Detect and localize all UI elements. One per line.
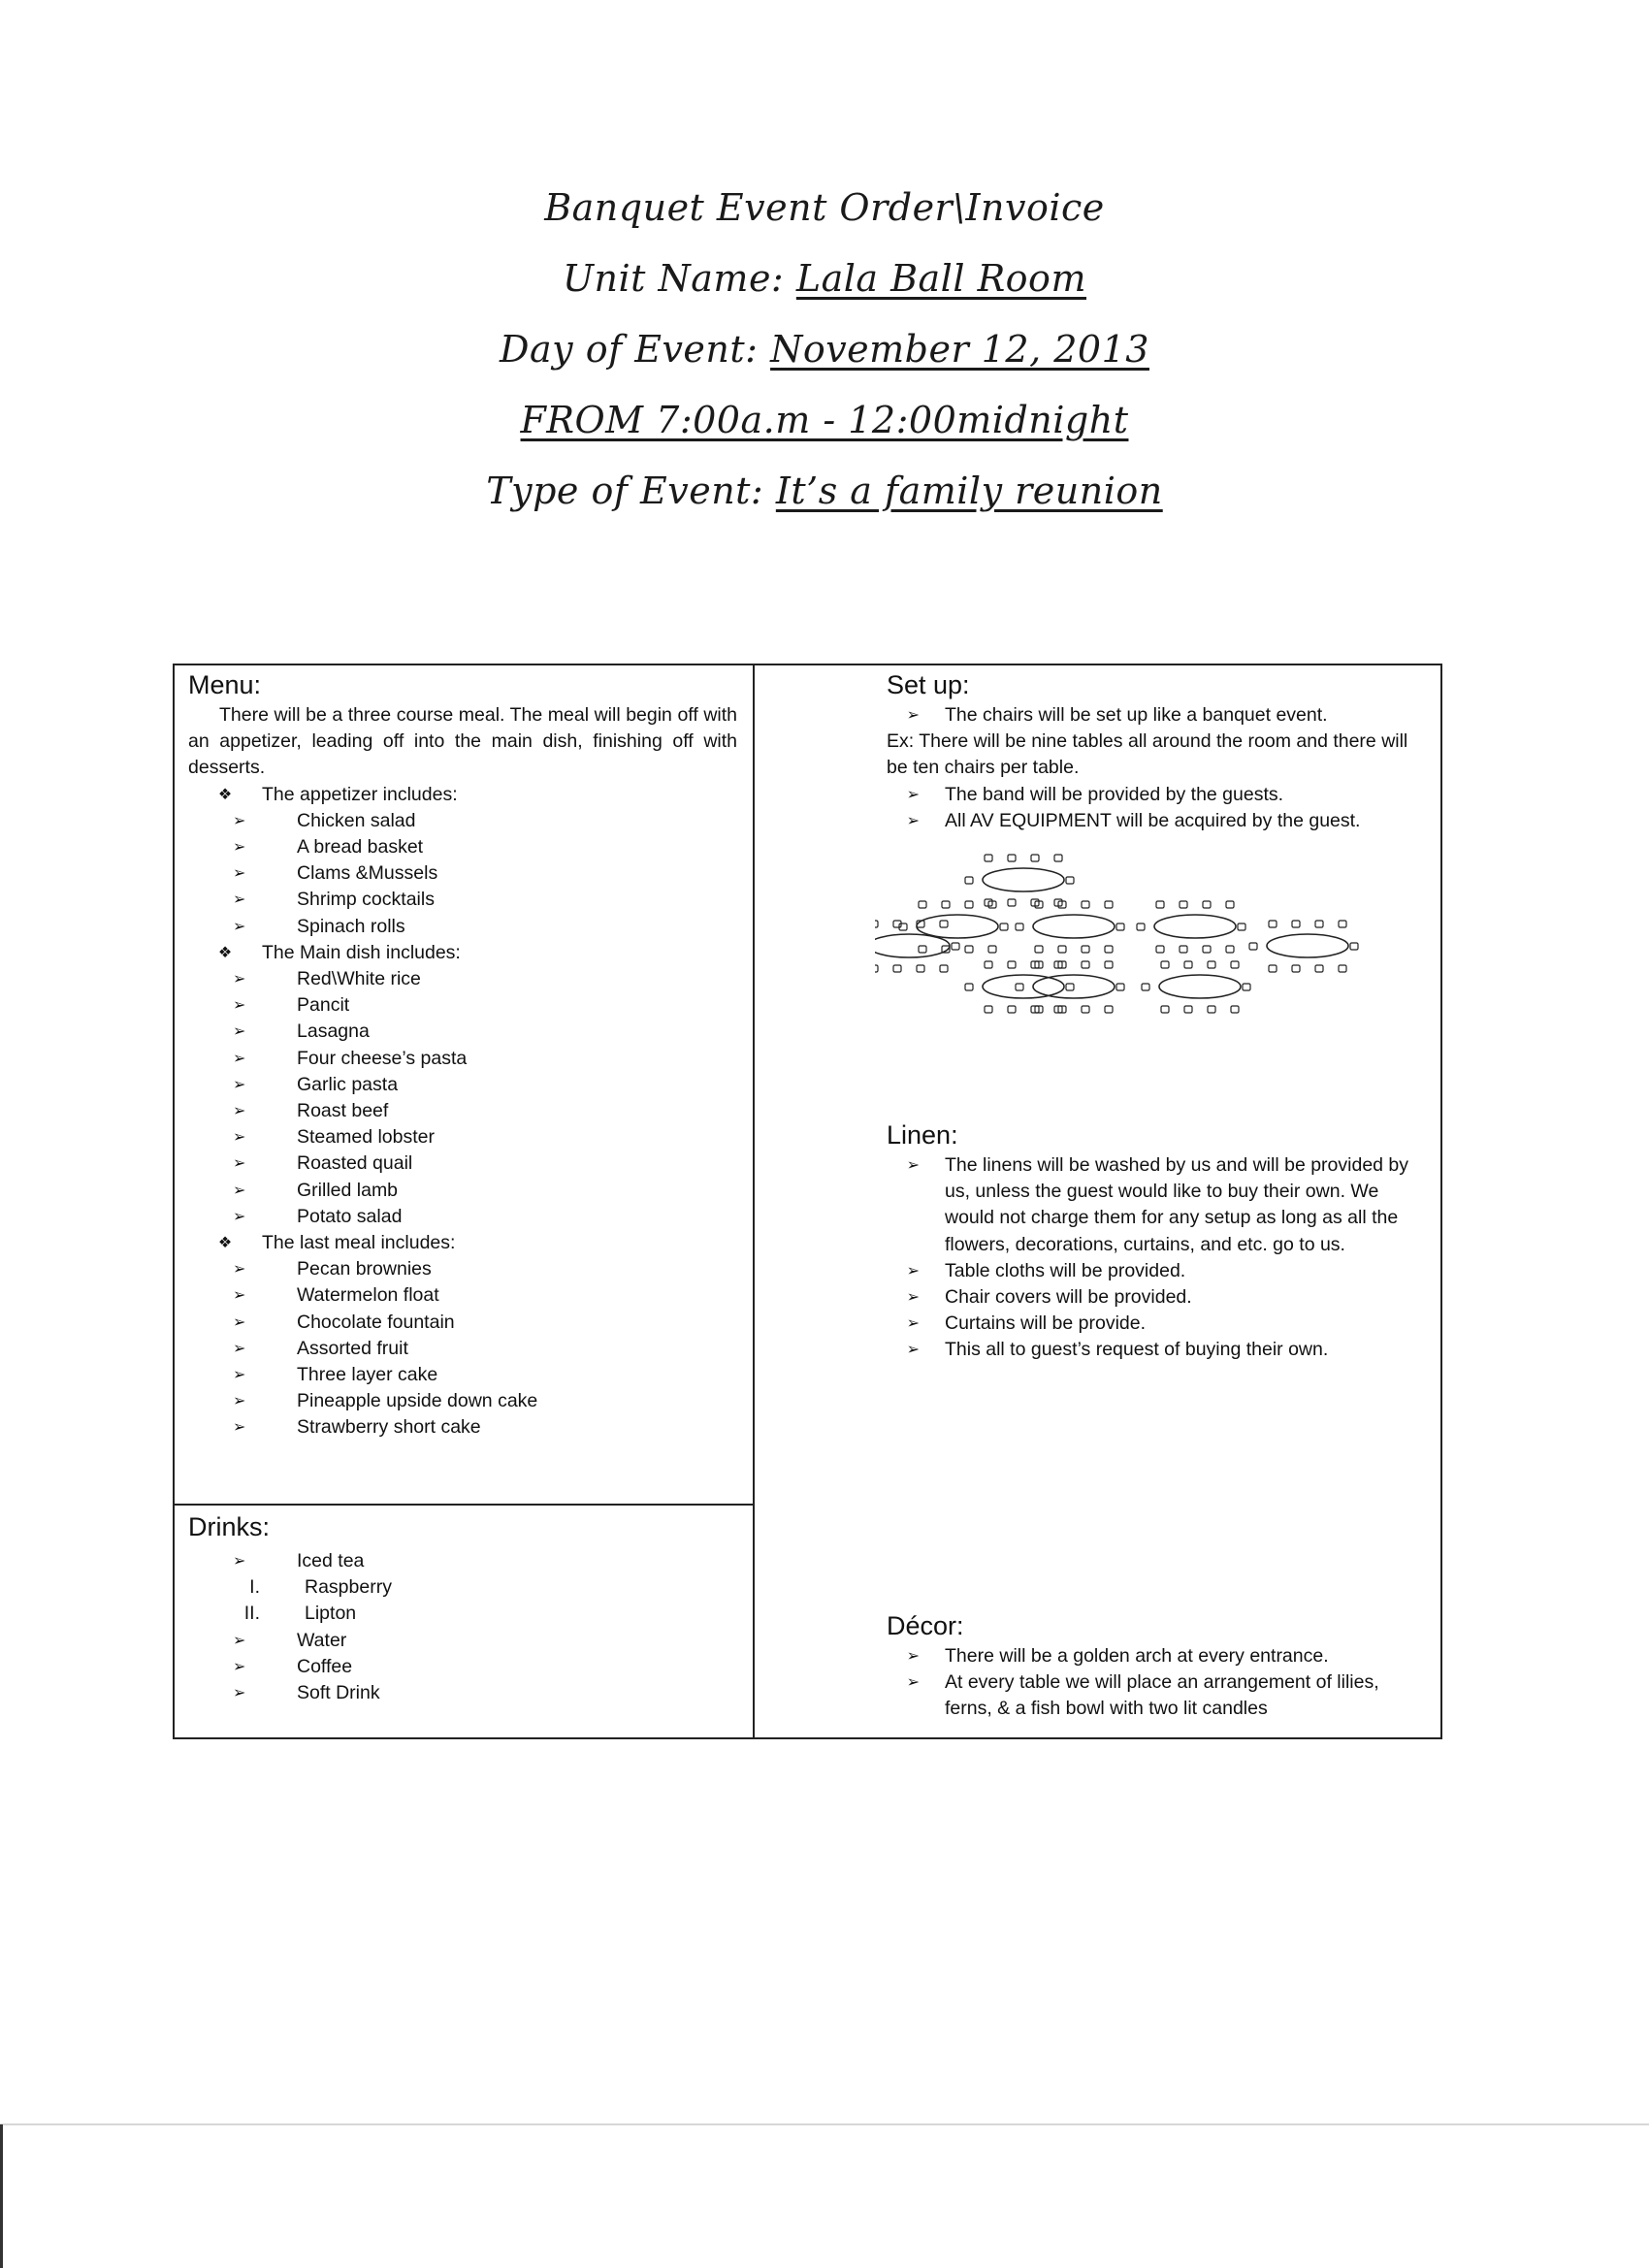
menu-item: Steamed lobster: [297, 1126, 435, 1149]
chair-icon: [1031, 855, 1039, 861]
chair-icon: [893, 965, 901, 972]
arrow-bullet-icon: ➢: [233, 1182, 246, 1199]
setup-section: [887, 667, 1428, 834]
chair-icon: [1226, 946, 1234, 953]
chair-icon: [1184, 961, 1192, 968]
arrow-bullet-icon: ➢: [906, 1342, 920, 1359]
list-item: [894, 808, 1428, 834]
chair-icon: [1000, 923, 1008, 930]
list-item: [188, 1019, 737, 1045]
list-item: [188, 1204, 737, 1230]
chair-icon: [1058, 946, 1066, 953]
chair-icon: [1008, 899, 1016, 906]
list-item: [894, 1258, 1428, 1284]
banquet-table: [1249, 921, 1358, 972]
chair-icon: [1156, 946, 1164, 953]
chair-icon: [1208, 961, 1215, 968]
chair-icon: [1116, 984, 1124, 990]
list-item: [188, 914, 737, 940]
chair-icon: [965, 946, 973, 953]
chair-icon: [1315, 965, 1323, 972]
arrow-bullet-icon: ➢: [233, 1208, 246, 1225]
arrow-bullet-icon: ➢: [233, 918, 246, 935]
list-item: [188, 887, 737, 913]
table-icon: [983, 868, 1064, 891]
chair-icon: [965, 901, 973, 908]
menu-item: Pancit: [297, 994, 350, 1017]
roman-numeral: II.: [243, 1603, 260, 1625]
chair-icon: [1203, 946, 1211, 953]
chair-icon: [1156, 901, 1164, 908]
menu-item: Four cheese’s pasta: [297, 1047, 468, 1069]
banquet-table: [899, 901, 1008, 953]
chair-icon: [919, 946, 926, 953]
list-item: [894, 1152, 1428, 1258]
setup-bullet: The chairs will be set up like a banquet event.: [945, 704, 1328, 726]
menu-item: Shrimp cocktails: [297, 889, 435, 911]
chair-icon: [988, 946, 996, 953]
chair-icon: [985, 855, 992, 861]
menu-item: Clams &Mussels: [297, 862, 438, 885]
chair-icon: [1105, 946, 1113, 953]
chair-icon: [1203, 901, 1211, 908]
chair-icon: [1161, 961, 1169, 968]
arrow-bullet-icon: ➢: [233, 839, 246, 857]
chair-icon: [1249, 943, 1257, 950]
column-divider: [753, 665, 755, 1737]
tea-option: Lipton: [305, 1603, 357, 1625]
list-item: [894, 782, 1428, 808]
type-of-event-label: Type of Event:: [486, 470, 764, 512]
setup-bullet: The band will be provided by the guests.: [945, 783, 1284, 805]
table-icon: [1033, 915, 1115, 938]
event-time: FROM 7:00a.m - 12:00midnight: [520, 399, 1129, 441]
arrow-bullet-icon: ➢: [906, 1157, 920, 1174]
arrow-bullet-icon: ➢: [906, 812, 920, 829]
menu-item: Red\White rice: [297, 968, 421, 990]
chair-icon: [952, 943, 959, 950]
drink-item: Iced tea: [297, 1550, 365, 1571]
decor-title: Décor:: [887, 1611, 964, 1640]
list-item: [188, 1150, 737, 1177]
chair-icon: [1208, 1006, 1215, 1013]
arrow-bullet-icon: ➢: [233, 1076, 246, 1093]
arrow-bullet-icon: ➢: [906, 1648, 920, 1665]
day-of-event-line: [0, 314, 1649, 385]
arrow-bullet-icon: ➢: [233, 1658, 246, 1675]
arrow-bullet-icon: ➢: [906, 1674, 920, 1692]
list-item: [894, 1669, 1428, 1722]
arrow-bullet-icon: ➢: [233, 812, 246, 829]
decor-items: [894, 1643, 1428, 1723]
arrow-bullet-icon: ➢: [233, 1023, 246, 1041]
chair-icon: [965, 877, 973, 884]
chair-icon: [965, 984, 973, 990]
list-item: [188, 1414, 737, 1441]
menu-title: Menu:: [188, 670, 262, 699]
list-item: [188, 1680, 737, 1706]
arrow-bullet-icon: ➢: [233, 1340, 246, 1357]
arrow-bullet-icon: ➢: [233, 1155, 246, 1173]
chair-icon: [1238, 923, 1245, 930]
menu-item: Potato salad: [297, 1205, 403, 1227]
chair-icon: [1105, 961, 1113, 968]
diamond-bullet-icon: ❖: [217, 786, 233, 803]
chair-icon: [1082, 1006, 1089, 1013]
menu-item: Strawberry short cake: [297, 1416, 481, 1439]
banquet-table: [1142, 961, 1250, 1013]
arrow-bullet-icon: ➢: [906, 1289, 920, 1307]
table-icon: [917, 915, 998, 938]
list-item: [188, 1574, 737, 1601]
chair-icon: [1161, 1006, 1169, 1013]
chair-icon: [1180, 901, 1187, 908]
chair-icon: [919, 901, 926, 908]
list-item: [188, 1336, 737, 1362]
drinks-title: Drinks:: [188, 1512, 271, 1541]
chair-icon: [875, 965, 878, 972]
seating-diagram: [875, 840, 1438, 1053]
chair-icon: [1066, 877, 1074, 884]
chair-icon: [1180, 946, 1187, 953]
menu-drinks-divider: [175, 1504, 755, 1506]
chair-icon: [1292, 921, 1300, 927]
arrow-bullet-icon: ➢: [906, 786, 920, 803]
list-item: [188, 808, 737, 834]
setup-example: Ex: There will be nine tables all around the room and there will be ten chairs per table.: [887, 730, 1408, 779]
chair-icon: [1315, 921, 1323, 927]
linen-item: This all to guest’s request of buying their own.: [945, 1339, 1329, 1361]
menu-group-heading: [188, 940, 737, 966]
chair-icon: [875, 921, 878, 927]
arrow-bullet-icon: ➢: [233, 1632, 246, 1649]
menu-item: Roasted quail: [297, 1152, 413, 1175]
diamond-bullet-icon: ❖: [217, 1235, 233, 1252]
decor-section: [887, 1608, 1428, 1723]
chair-icon: [1231, 961, 1239, 968]
chair-icon: [1339, 965, 1346, 972]
arrow-bullet-icon: ➢: [233, 1129, 246, 1147]
roman-numeral: I.: [249, 1576, 260, 1599]
chair-icon: [1105, 1006, 1113, 1013]
menu-item: Chicken salad: [297, 809, 416, 831]
setup-bullet: All AV EQUIPMENT will be acquired by the guest.: [945, 809, 1361, 831]
chair-icon: [1184, 1006, 1192, 1013]
unit-name-label: Unit Name:: [563, 257, 785, 300]
chair-icon: [1016, 923, 1023, 930]
list-item: [188, 1256, 737, 1282]
chair-icon: [940, 965, 948, 972]
arrow-bullet-icon: ➢: [906, 707, 920, 724]
table-icon: [1159, 975, 1241, 998]
chair-icon: [1082, 961, 1089, 968]
menu-item: Pineapple upside down cake: [297, 1390, 538, 1412]
diamond-bullet-icon: ❖: [217, 944, 233, 961]
chair-icon: [1054, 855, 1062, 861]
chair-icon: [940, 921, 948, 927]
menu-group-heading: [188, 1230, 737, 1256]
arrow-bullet-icon: ➢: [233, 1287, 246, 1305]
chair-icon: [985, 961, 992, 968]
list-item: [188, 992, 737, 1019]
chair-icon: [1292, 965, 1300, 972]
banquet-table: [1137, 901, 1245, 953]
linen-item: Chair covers will be provided.: [945, 1286, 1192, 1309]
tea-options: [188, 1574, 737, 1627]
chair-icon: [1142, 984, 1149, 990]
arrow-bullet-icon: ➢: [233, 971, 246, 988]
linen-item: Table cloths will be provided.: [945, 1259, 1186, 1281]
menu-item: Pecan brownies: [297, 1258, 432, 1280]
chair-icon: [1016, 984, 1023, 990]
linen-item: The linens will be washed by us and will be provided by us, unless the guest would like to buy their own. We would not charge them for any setup as long as all the flowers, decorations, curtains, and etc. go to us.: [945, 1154, 1409, 1255]
list-item: [894, 1643, 1428, 1669]
chair-icon: [1008, 855, 1016, 861]
list-item: [188, 1124, 737, 1150]
arrow-bullet-icon: ➢: [233, 1393, 246, 1410]
list-item: [894, 702, 1428, 729]
type-of-event-value: It’s a family reunion: [775, 470, 1163, 512]
arrow-bullet-icon: ➢: [233, 1685, 246, 1702]
chair-icon: [1226, 901, 1234, 908]
arrow-bullet-icon: ➢: [233, 1313, 246, 1331]
arrow-bullet-icon: ➢: [906, 1262, 920, 1280]
menu-item: A bread basket: [297, 836, 424, 859]
setup-title: Set up:: [887, 670, 970, 699]
chair-icon: [1116, 923, 1124, 930]
list-item: [188, 860, 737, 887]
chair-icon: [942, 901, 950, 908]
list-item: [188, 1046, 737, 1072]
setup-bullets: [894, 782, 1428, 834]
list-item: [188, 1098, 737, 1124]
menu-section: [188, 667, 737, 1442]
arrow-bullet-icon: ➢: [233, 1367, 246, 1384]
day-of-event-value: November 12, 2013: [770, 328, 1149, 371]
scan-artifact-edge: [0, 2124, 3, 2268]
menu-group-heading: [188, 782, 737, 808]
chair-icon: [1066, 984, 1074, 990]
chair-icon: [1243, 984, 1250, 990]
chair-icon: [1008, 1006, 1016, 1013]
list-item: [188, 1548, 737, 1574]
arrow-bullet-icon: ➢: [233, 1103, 246, 1120]
linen-items: [894, 1152, 1428, 1364]
header: [0, 173, 1649, 527]
list-item: [188, 1282, 737, 1309]
menu-item: Garlic pasta: [297, 1073, 399, 1095]
chair-icon: [1137, 923, 1145, 930]
chair-icon: [1350, 943, 1358, 950]
chair-icon: [1231, 1006, 1239, 1013]
document-title: Banquet Event Order\Invoice: [544, 186, 1105, 229]
arrow-bullet-icon: ➢: [233, 1050, 246, 1067]
arrow-bullet-icon: ➢: [906, 1315, 920, 1333]
chair-icon: [1105, 901, 1113, 908]
menu-item: Lasagna: [297, 1021, 370, 1043]
list-item: [188, 1601, 737, 1627]
chair-icon: [1035, 946, 1043, 953]
chair-icon: [1082, 901, 1089, 908]
list-item: [894, 1311, 1428, 1337]
arrow-bullet-icon: ➢: [233, 865, 246, 883]
menu-item: Spinach rolls: [297, 915, 405, 937]
table-icon: [1154, 915, 1236, 938]
chair-icon: [1269, 921, 1277, 927]
menu-item: Three layer cake: [297, 1364, 438, 1386]
banquet-table: [965, 855, 1074, 906]
tea-option: Raspberry: [305, 1576, 392, 1599]
arrow-bullet-icon: ➢: [233, 1419, 246, 1437]
linen-title: Linen:: [887, 1120, 958, 1150]
table-icon: [875, 934, 950, 957]
list-item: [894, 1284, 1428, 1311]
list-item: [188, 1310, 737, 1336]
chair-icon: [917, 965, 924, 972]
arrow-bullet-icon: ➢: [233, 891, 246, 909]
menu-item: Chocolate fountain: [297, 1311, 455, 1333]
type-of-event-line: [0, 456, 1649, 527]
scan-artifact-line: [0, 2123, 1649, 2125]
drink-item: Coffee: [297, 1655, 353, 1677]
banquet-table: [965, 961, 1074, 1013]
linen-item: Curtains will be provide.: [945, 1312, 1147, 1335]
drink-others: [188, 1628, 737, 1707]
list-item: [894, 1337, 1428, 1363]
menu-intro: There will be a three course meal. The meal will begin off with an appetizer, leading off into the main dish, finishing off with desserts.: [188, 704, 737, 779]
menu-item: Assorted fruit: [297, 1337, 408, 1359]
list-item: [188, 1654, 737, 1680]
linen-section: [887, 1118, 1428, 1364]
decor-item: At every table we will place an arrangement of lilies, ferns, & a fish bowl with two lit candles: [945, 1671, 1379, 1720]
menu-group-label: The last meal includes:: [262, 1232, 456, 1254]
chair-icon: [1269, 965, 1277, 972]
drink-item: Soft Drink: [297, 1682, 380, 1704]
list-item: [188, 834, 737, 860]
unit-name-line: [0, 243, 1649, 314]
chair-icon: [1082, 946, 1089, 953]
decor-item: There will be a golden arch at every entrance.: [945, 1645, 1329, 1667]
table-icon: [1267, 934, 1348, 957]
chair-icon: [1339, 921, 1346, 927]
menu-groups: [188, 782, 737, 1442]
list-item: [188, 966, 737, 992]
day-of-event-label: Day of Event:: [500, 328, 759, 371]
arrow-bullet-icon: ➢: [233, 1553, 246, 1570]
list-item: [188, 1388, 737, 1414]
arrow-bullet-icon: ➢: [233, 1261, 246, 1279]
list-item: [188, 1072, 737, 1098]
menu-group-label: The appetizer includes:: [262, 783, 458, 805]
drink-item: Water: [297, 1629, 347, 1651]
banquet-table: [1016, 961, 1124, 1013]
drinks-section: [188, 1509, 737, 1706]
chair-icon: [1008, 961, 1016, 968]
menu-item: Watermelon float: [297, 1284, 439, 1307]
list-item: [188, 1362, 737, 1388]
menu-group-label: The Main dish includes:: [262, 941, 461, 963]
menu-item: Grilled lamb: [297, 1179, 399, 1201]
banquet-table: [1016, 901, 1124, 953]
list-item: [188, 1628, 737, 1654]
unit-name-value: Lala Ball Room: [795, 257, 1086, 300]
chair-icon: [985, 1006, 992, 1013]
menu-item: Roast beef: [297, 1100, 389, 1122]
event-details-table: [173, 664, 1442, 1739]
arrow-bullet-icon: ➢: [233, 997, 246, 1015]
list-item: [188, 1178, 737, 1204]
